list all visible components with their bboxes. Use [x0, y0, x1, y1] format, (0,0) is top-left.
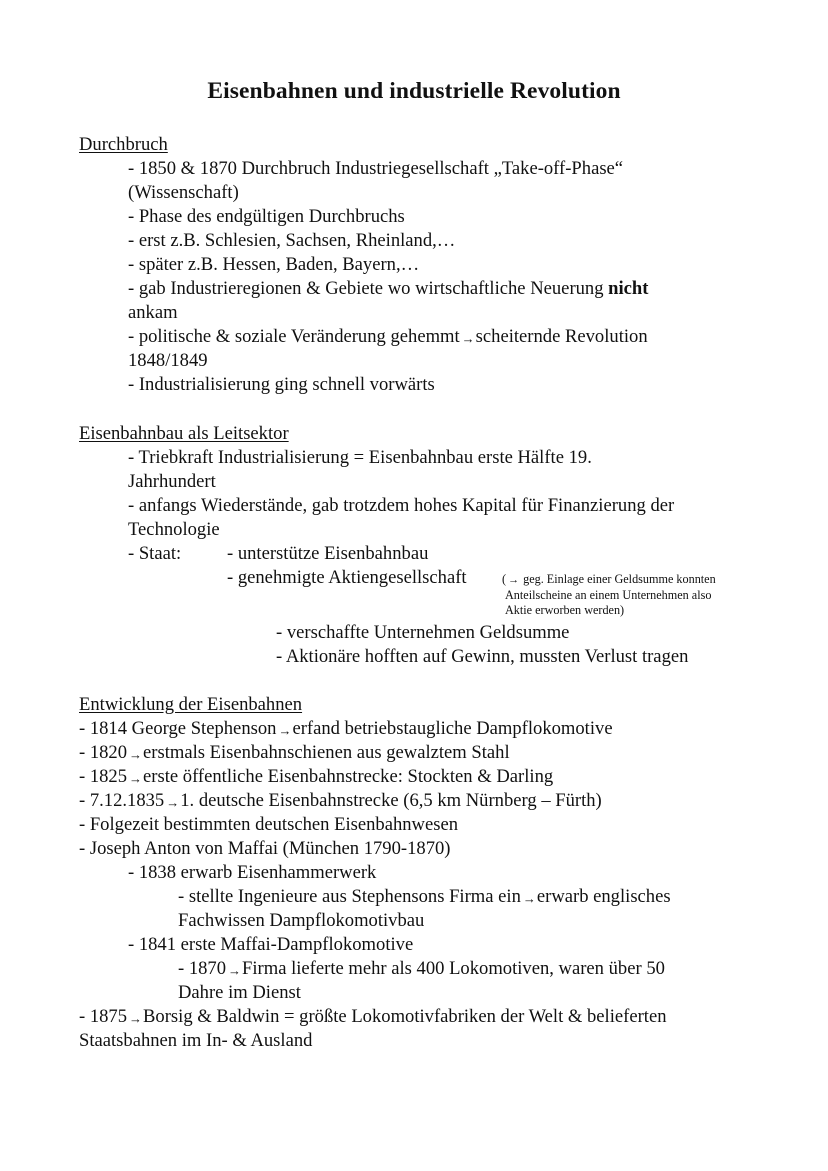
section-heading-leitsektor: Eisenbahnbau als Leitsektor: [79, 423, 289, 444]
text-fragment: - politische & soziale Veränderung gehemmt: [128, 326, 460, 347]
text-line: [128, 277, 648, 301]
text-line: [79, 1005, 667, 1030]
text-fragment: Borsig & Baldwin = größte Lokomotivfabriken der Welt & belieferten: [143, 1006, 667, 1027]
text-line: - später z.B. Hessen, Baden, Bayern,…: [128, 254, 420, 275]
text-fragment: - 1820: [79, 742, 128, 763]
text-line: - Phase des endgültigen Durchbruchs: [128, 206, 405, 227]
text-fragment: - gab Industrieregionen & Gebiete wo wirtschaftliche Neuerung: [128, 278, 609, 299]
arrow-icon: →: [129, 771, 143, 786]
text-fragment: - 7.12.1835: [79, 790, 165, 811]
text-line: - verschaffte Unternehmen Geldsumme: [276, 622, 570, 643]
arrow-icon: →: [461, 331, 475, 346]
arrow-icon: →: [129, 747, 143, 762]
text-line: [79, 717, 613, 742]
text-fragment: (: [502, 572, 507, 586]
text-line: Dahre im Dienst: [178, 982, 301, 1003]
text-line: - Industrialisierung ging schnell vorwärts: [128, 374, 435, 395]
text-line: [128, 325, 648, 350]
text-line: - 1841 erste Maffai-Dampflokomotive: [128, 934, 414, 955]
footnote-line: Anteilscheine an einem Unternehmen also: [505, 588, 712, 602]
arrow-icon: →: [166, 795, 180, 810]
arrow-icon: →: [228, 963, 242, 978]
text-line: - Aktionäre hofften auf Gewinn, mussten Verlust tragen: [276, 646, 689, 667]
text-line: 1848/1849: [128, 350, 208, 371]
footnote-line: Aktie erworben werden): [505, 603, 625, 617]
text-line: (Wissenschaft): [128, 182, 239, 203]
arrow-icon: →: [522, 891, 536, 906]
text-fragment: - 1875: [79, 1006, 128, 1027]
text-fragment: erwarb englisches: [536, 886, 671, 907]
text-line: - Triebkraft Industrialisierung = Eisenbahnbau erste Hälfte 19.: [128, 447, 592, 468]
footnote-line: [502, 572, 716, 589]
text-line: - anfangs Wiederstände, gab trotzdem hohes Kapital für Finanzierung der: [128, 495, 675, 516]
text-fragment: - 1825: [79, 766, 128, 787]
text-fragment: erstmals Eisenbahnschienen aus gewalztem Stahl: [143, 742, 510, 763]
text-line: Fachwissen Dampflokomotivbau: [178, 910, 425, 931]
text-fragment: scheiternde Revolution: [475, 326, 648, 347]
text-line: [79, 765, 553, 790]
text-fragment: erste öffentliche Eisenbahnstrecke: Stockten & Darling: [143, 766, 554, 787]
text-line: - unterstütze Eisenbahnbau: [227, 543, 429, 564]
arrow-icon: →: [129, 1011, 143, 1026]
text-line: [178, 957, 665, 982]
text-fragment: erfand betriebstaugliche Dampflokomotive: [292, 718, 613, 739]
text-line: Jahrhundert: [128, 471, 216, 492]
text-line: - genehmigte Aktiengesellschaft: [227, 567, 467, 588]
text-fragment: - 1870: [178, 958, 227, 979]
arrow-icon: →: [508, 574, 520, 586]
text-line: ankam: [128, 302, 178, 323]
text-line: [178, 885, 671, 910]
text-line: - 1838 erwarb Eisenhammerwerk: [128, 862, 377, 883]
text-line: - erst z.B. Schlesien, Sachsen, Rheinland,…: [128, 230, 456, 251]
emphasis-text: nicht: [608, 278, 649, 299]
text-fragment: - stellte Ingenieure aus Stephensons Firma ein: [178, 886, 521, 907]
text-line: - 1850 & 1870 Durchbruch Industriegesellschaft „Take-off-Phase“: [128, 158, 624, 179]
arrow-icon: →: [278, 723, 292, 738]
text-line: - Joseph Anton von Maffai (München 1790-1870): [79, 838, 451, 859]
text-line: Technologie: [128, 519, 220, 540]
text-line: [79, 789, 602, 814]
text-fragment: 1. deutsche Eisenbahnstrecke (6,5 km Nürnberg – Fürth): [180, 790, 602, 811]
section-heading-durchbruch: Durchbruch: [79, 134, 168, 155]
text-fragment: - 1814 George Stephenson: [79, 718, 277, 739]
text-fragment: Firma lieferte mehr als 400 Lokomotiven, waren über 50: [242, 958, 665, 979]
text-line: - Folgezeit bestimmten deutschen Eisenbahnwesen: [79, 814, 459, 835]
section-heading-entwicklung: Entwicklung der Eisenbahnen: [79, 694, 303, 715]
text-fragment: geg. Einlage einer Geldsumme konnten: [523, 572, 716, 586]
staat-label: - Staat:: [128, 543, 182, 564]
text-line: Staatsbahnen im In- & Ausland: [79, 1030, 313, 1051]
text-line: [79, 741, 510, 766]
page-title: Eisenbahnen und industrielle Revolution: [207, 78, 621, 104]
